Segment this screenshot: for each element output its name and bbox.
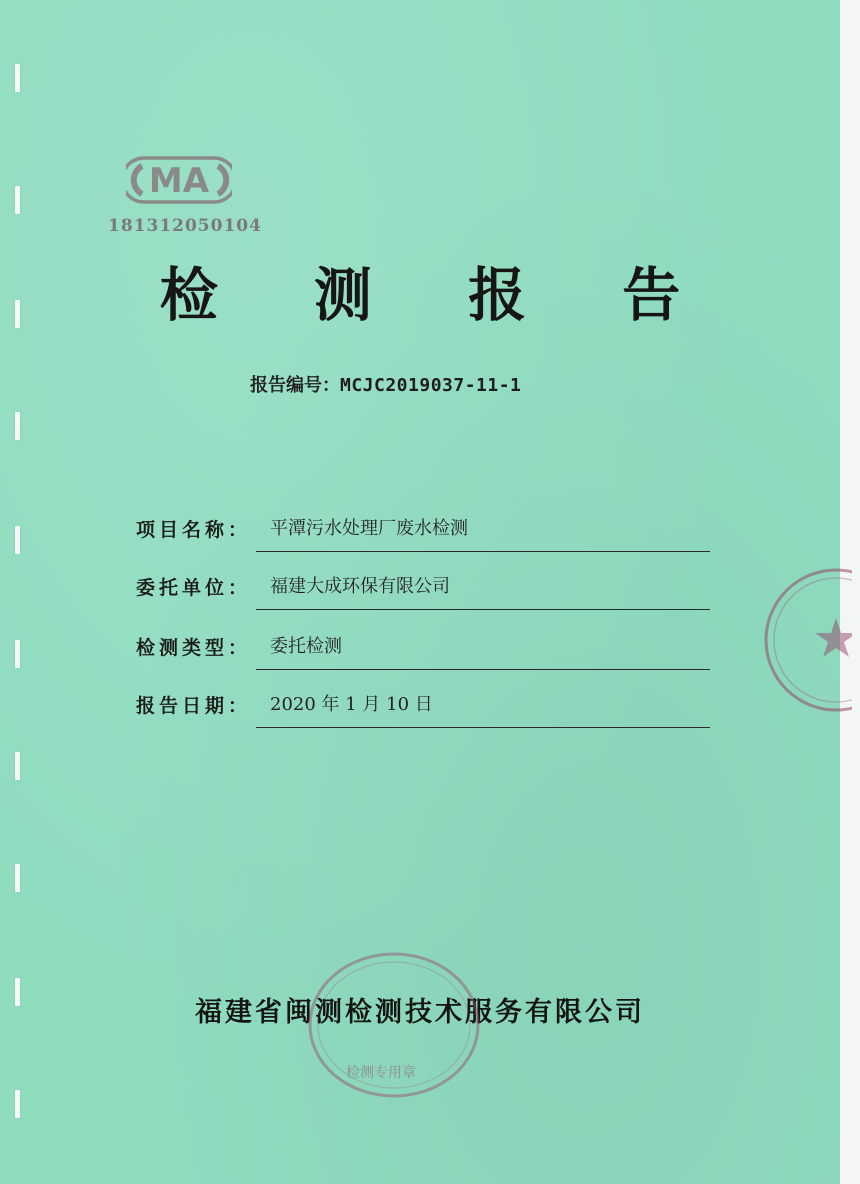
report-number-value: MCJC2019037-11-1	[340, 375, 522, 396]
field-value: 平潭污水处理厂废水检测	[270, 518, 468, 539]
binding-hole	[15, 186, 20, 214]
binding-hole	[15, 864, 20, 892]
report-number-label: 报告编号：	[250, 375, 340, 396]
field-report-date	[136, 688, 710, 728]
field-underline	[256, 551, 710, 552]
field-label: 检测类型：	[136, 637, 252, 659]
report-title: 检 测 报 告	[159, 261, 719, 329]
binding-hole	[15, 526, 20, 554]
cma-certificate-number: 181312050104	[108, 216, 262, 236]
field-project-name	[136, 512, 710, 552]
field-label: 项目名称：	[136, 519, 252, 541]
report-number	[250, 371, 521, 397]
field-value: 委托检测	[270, 636, 342, 657]
binding-hole	[15, 412, 20, 440]
cma-logo	[126, 154, 232, 206]
issuing-company: 福建省闽测检测技术服务有限公司	[195, 997, 645, 1028]
binding-hole	[15, 64, 20, 92]
official-seal-edge	[752, 560, 852, 720]
field-underline	[256, 727, 710, 728]
field-value: 2020 年 1 月 10 日	[270, 694, 433, 715]
field-client	[136, 570, 710, 610]
field-test-type	[136, 630, 710, 670]
field-label: 报告日期：	[136, 695, 252, 717]
binding-hole	[15, 1090, 20, 1118]
binding-hole	[15, 640, 20, 668]
field-label: 委托单位：	[136, 577, 252, 599]
binding-hole	[15, 752, 20, 780]
field-value: 福建大成环保有限公司	[270, 576, 450, 597]
field-underline	[256, 609, 710, 610]
field-underline	[256, 669, 710, 670]
cma-logo-text: MA	[148, 161, 210, 201]
seal-text: 检测专用章	[346, 1065, 416, 1081]
